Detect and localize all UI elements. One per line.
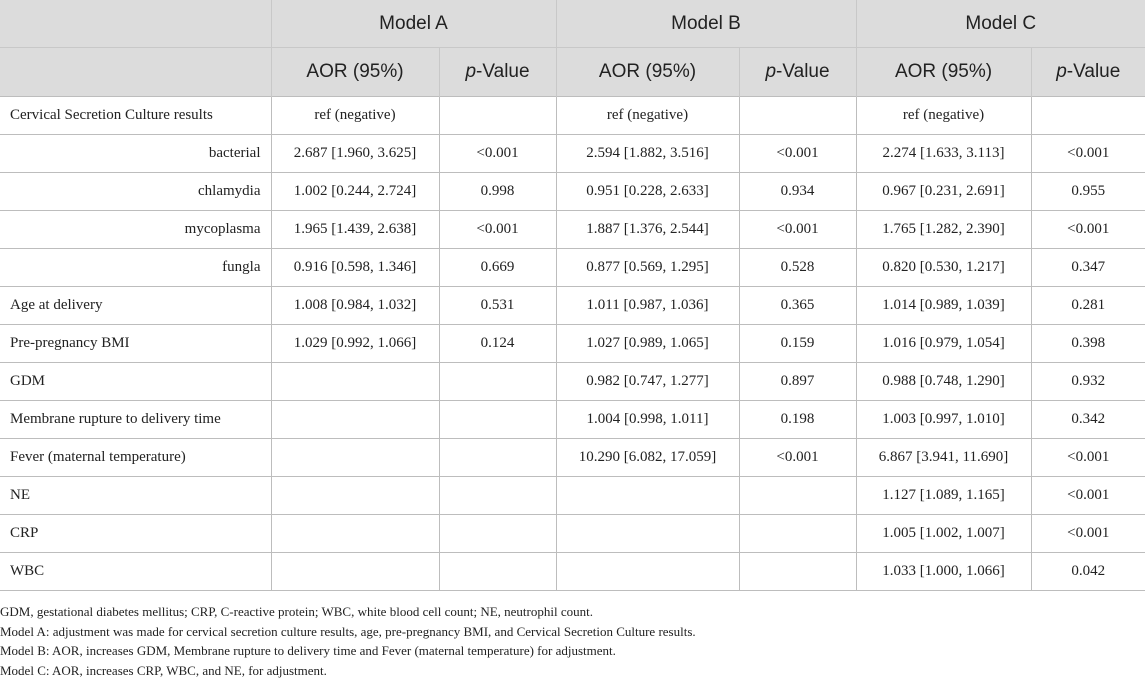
cell-model-b-pvalue: <0.001	[739, 211, 856, 249]
cell-model-c-aor: 0.967 [0.231, 2.691]	[856, 173, 1031, 211]
cell-model-b-pvalue: <0.001	[739, 135, 856, 173]
cell-model-c-pvalue: 0.398	[1031, 325, 1145, 363]
cell-model-a-aor: ref (negative)	[271, 97, 439, 135]
cell-model-c-aor: 1.005 [1.002, 1.007]	[856, 515, 1031, 553]
cell-model-c-pvalue	[1031, 97, 1145, 135]
header-row-columns	[0, 48, 1145, 97]
table-row	[0, 553, 1145, 591]
cell-model-b-aor	[556, 477, 739, 515]
table-row	[0, 439, 1145, 477]
cell-model-a-pvalue	[439, 363, 556, 401]
cell-model-b-pvalue	[739, 515, 856, 553]
cell-model-c-aor: 2.274 [1.633, 3.113]	[856, 135, 1031, 173]
cell-model-a-aor	[271, 477, 439, 515]
cell-model-a-aor: 2.687 [1.960, 3.625]	[271, 135, 439, 173]
footnote-model-b: Model B: AOR, increases GDM, Membrane rupture to delivery time and Fever (maternal temperature) for adjustment.	[0, 643, 616, 658]
header-model-a: Model A	[271, 0, 556, 48]
cell-model-c-pvalue: <0.001	[1031, 477, 1145, 515]
cell-model-b-pvalue: <0.001	[739, 439, 856, 477]
header-b-pvalue: p-Value	[739, 48, 856, 97]
header-b-aor: AOR (95%)	[556, 48, 739, 97]
cell-model-a-pvalue	[439, 553, 556, 591]
cell-model-b-aor: 0.951 [0.228, 2.633]	[556, 173, 739, 211]
cell-model-c-pvalue: 0.281	[1031, 287, 1145, 325]
cell-model-b-aor	[556, 515, 739, 553]
table-row	[0, 211, 1145, 249]
cell-model-a-aor	[271, 553, 439, 591]
table-row	[0, 325, 1145, 363]
table-body	[0, 97, 1145, 591]
cell-model-a-aor	[271, 515, 439, 553]
row-label: fungla	[0, 249, 271, 287]
cell-model-c-pvalue: <0.001	[1031, 135, 1145, 173]
cell-model-a-pvalue: 0.998	[439, 173, 556, 211]
cell-model-c-pvalue: 0.042	[1031, 553, 1145, 591]
row-label: mycoplasma	[0, 211, 271, 249]
cell-model-c-pvalue: 0.347	[1031, 249, 1145, 287]
cell-model-b-pvalue	[739, 477, 856, 515]
cell-model-a-pvalue: <0.001	[439, 135, 556, 173]
table-row	[0, 515, 1145, 553]
cell-model-a-pvalue	[439, 477, 556, 515]
header-a-pvalue: p-Value	[439, 48, 556, 97]
table-row	[0, 135, 1145, 173]
cell-model-a-aor: 1.029 [0.992, 1.066]	[271, 325, 439, 363]
cell-model-b-aor: 1.004 [0.998, 1.011]	[556, 401, 739, 439]
row-label: WBC	[0, 553, 271, 591]
table-row	[0, 401, 1145, 439]
cell-model-b-pvalue: 0.198	[739, 401, 856, 439]
cell-model-a-pvalue	[439, 401, 556, 439]
table-row	[0, 363, 1145, 401]
header-row-models	[0, 0, 1145, 48]
cell-model-b-pvalue: 0.159	[739, 325, 856, 363]
row-label: CRP	[0, 515, 271, 553]
cell-model-a-pvalue	[439, 515, 556, 553]
header-model-c: Model C	[856, 0, 1145, 48]
cell-model-c-pvalue: <0.001	[1031, 439, 1145, 477]
cell-model-b-pvalue: 0.934	[739, 173, 856, 211]
row-label: chlamydia	[0, 173, 271, 211]
header-c-pvalue: p-Value	[1031, 48, 1145, 97]
cell-model-b-aor: 10.290 [6.082, 17.059]	[556, 439, 739, 477]
cell-model-b-aor: 1.011 [0.987, 1.036]	[556, 287, 739, 325]
table-row	[0, 477, 1145, 515]
cell-model-a-pvalue: 0.124	[439, 325, 556, 363]
cell-model-b-aor: 1.027 [0.989, 1.065]	[556, 325, 739, 363]
cell-model-a-aor	[271, 439, 439, 477]
cell-model-b-pvalue: 0.365	[739, 287, 856, 325]
cell-model-b-pvalue: 0.528	[739, 249, 856, 287]
cell-model-c-aor: 0.820 [0.530, 1.217]	[856, 249, 1031, 287]
cell-model-b-aor	[556, 553, 739, 591]
row-label: NE	[0, 477, 271, 515]
cell-model-a-pvalue	[439, 439, 556, 477]
cell-model-b-aor: 0.877 [0.569, 1.295]	[556, 249, 739, 287]
cell-model-c-aor: 1.033 [1.000, 1.066]	[856, 553, 1031, 591]
row-label: Age at delivery	[0, 287, 271, 325]
footnote-model-c: Model C: AOR, increases CRP, WBC, and NE, for adjustment.	[0, 662, 327, 678]
footnote-abbreviations: GDM, gestational diabetes mellitus; CRP, C-reactive protein; WBC, white blood cell count; NE, neutrophil count.	[0, 604, 593, 619]
cell-model-a-pvalue: 0.669	[439, 249, 556, 287]
row-label: bacterial	[0, 135, 271, 173]
cell-model-b-aor: 1.887 [1.376, 2.544]	[556, 211, 739, 249]
row-label: Membrane rupture to delivery time	[0, 401, 271, 439]
table-row	[0, 287, 1145, 325]
header-model-b: Model B	[556, 0, 856, 48]
cell-model-c-aor: ref (negative)	[856, 97, 1031, 135]
cell-model-a-aor	[271, 363, 439, 401]
cell-model-c-aor: 1.016 [0.979, 1.054]	[856, 325, 1031, 363]
cell-model-c-aor: 1.765 [1.282, 2.390]	[856, 211, 1031, 249]
header-c-aor: AOR (95%)	[856, 48, 1031, 97]
cell-model-b-aor: ref (negative)	[556, 97, 739, 135]
table-row	[0, 97, 1145, 135]
row-label: Pre-pregnancy BMI	[0, 325, 271, 363]
cell-model-a-aor: 1.002 [0.244, 2.724]	[271, 173, 439, 211]
cell-model-c-pvalue: 0.955	[1031, 173, 1145, 211]
cell-model-c-aor: 1.014 [0.989, 1.039]	[856, 287, 1031, 325]
header-blank-2	[0, 48, 271, 97]
row-label: GDM	[0, 363, 271, 401]
cell-model-c-pvalue: 0.342	[1031, 401, 1145, 439]
cell-model-b-pvalue	[739, 97, 856, 135]
header-blank	[0, 0, 271, 48]
header-a-aor: AOR (95%)	[271, 48, 439, 97]
cell-model-a-aor: 0.916 [0.598, 1.346]	[271, 249, 439, 287]
cell-model-a-pvalue: <0.001	[439, 211, 556, 249]
footnote-model-a: Model A: adjustment was made for cervical secretion culture results, age, pre-pregnancy BMI, and Cervical Secretion Culture results.	[0, 623, 696, 639]
cell-model-a-aor: 1.008 [0.984, 1.032]	[271, 287, 439, 325]
table-row	[0, 249, 1145, 287]
cell-model-c-aor: 6.867 [3.941, 11.690]	[856, 439, 1031, 477]
table-row	[0, 173, 1145, 211]
cell-model-a-aor: 1.965 [1.439, 2.638]	[271, 211, 439, 249]
cell-model-c-pvalue: <0.001	[1031, 211, 1145, 249]
cell-model-c-aor: 1.003 [0.997, 1.010]	[856, 401, 1031, 439]
cell-model-c-pvalue: 0.932	[1031, 363, 1145, 401]
cell-model-b-aor: 0.982 [0.747, 1.277]	[556, 363, 739, 401]
cell-model-b-aor: 2.594 [1.882, 3.516]	[556, 135, 739, 173]
cell-model-a-aor	[271, 401, 439, 439]
cell-model-a-pvalue: 0.531	[439, 287, 556, 325]
row-label: Fever (maternal temperature)	[0, 439, 271, 477]
row-label: Cervical Secretion Culture results	[0, 97, 271, 135]
cell-model-b-pvalue	[739, 553, 856, 591]
footnotes	[0, 602, 1145, 680]
cell-model-c-pvalue: <0.001	[1031, 515, 1145, 553]
cell-model-c-aor: 0.988 [0.748, 1.290]	[856, 363, 1031, 401]
cell-model-c-aor: 1.127 [1.089, 1.165]	[856, 477, 1031, 515]
cell-model-b-pvalue: 0.897	[739, 363, 856, 401]
cell-model-a-pvalue	[439, 97, 556, 135]
